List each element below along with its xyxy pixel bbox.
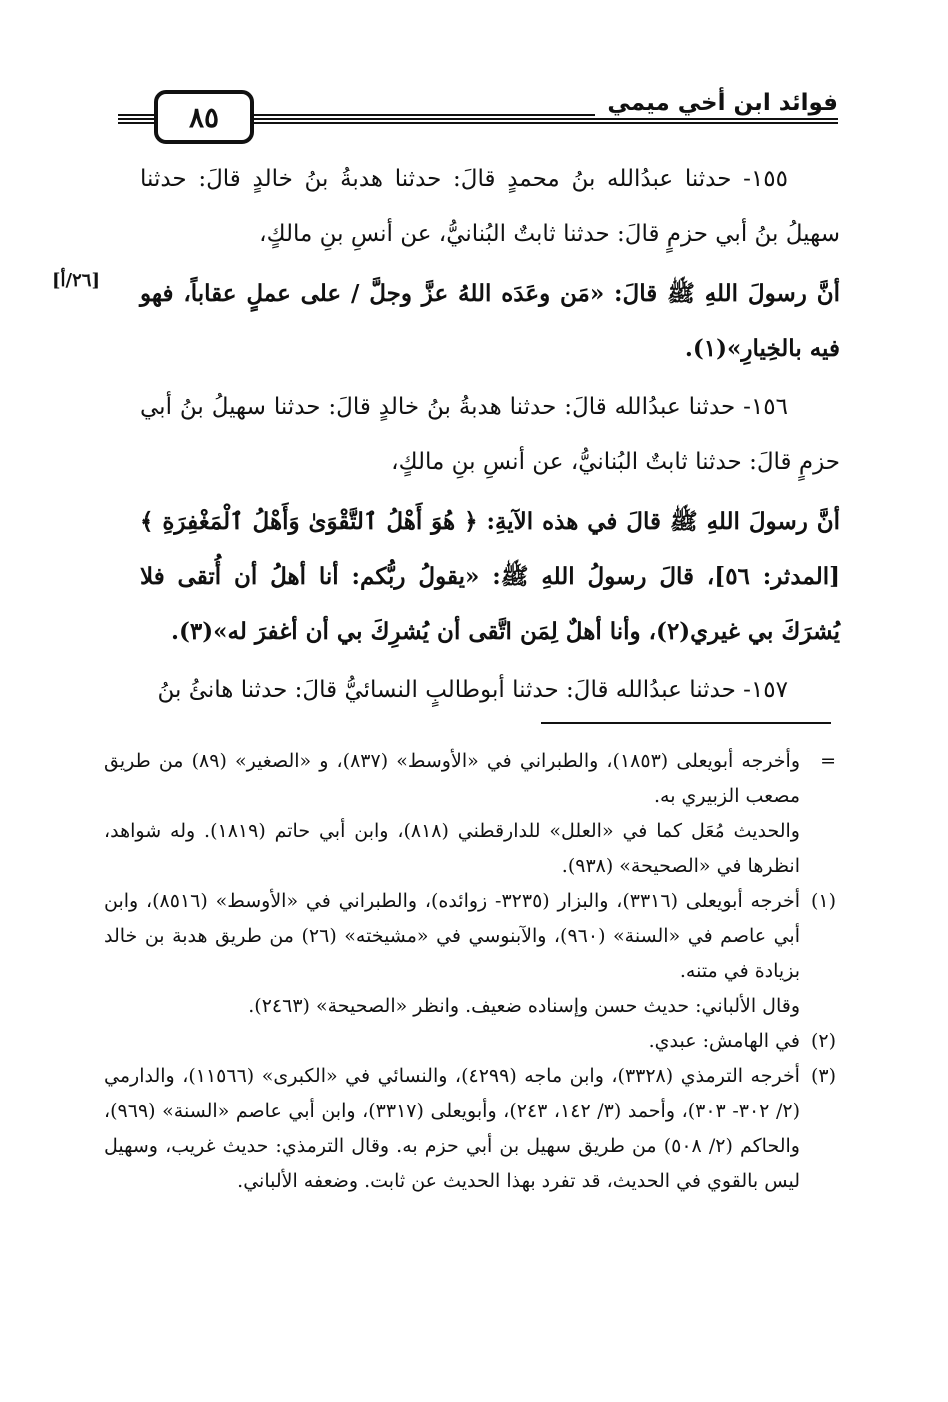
footnote-continued (104, 744, 836, 814)
footnote-text: والحديث مُعَل كما في «العلل» للدارقطني (٨١٨)، وابن أبي حاتم (١٨١٩). وله شواهد، انظرها في «الصحيحة» (٩٣٨). (104, 820, 800, 877)
main-text (140, 152, 840, 722)
hadith-155-matn: أنَّ رسولَ اللهِ ﷺ قالَ: «مَن وعَدَه اللهُ عزَّ وجلَّ / على عملٍ عقاباً، فهو فيه بالخِيارِ»(١). (140, 280, 840, 362)
footnote-2 (104, 1024, 836, 1059)
page-header (118, 88, 838, 132)
hadith-155-isnad: ١٥٥- حدثنا عبدُالله بنُ محمدٍ قالَ: حدثنا هدبةُ بنُ خالدٍ قالَ: حدثنا سهيلُ بنُ أبي حزمٍ قالَ: حدثنا ثابتٌ البُنانيُّ، عن أنسِ بنِ مالكٍ، (140, 166, 840, 247)
footnote-marker: (٢) (810, 1030, 836, 1052)
running-title: فوائد ابن أخي ميمي (595, 88, 838, 118)
manuscript-folio-note: [٢٦/أ] (52, 270, 100, 291)
footnote-1 (104, 884, 836, 989)
hadith-156-isnad: ١٥٦- حدثنا عبدُالله قالَ: حدثنا هدبةُ بنُ خالدٍ قالَ: حدثنا سهيلُ بنُ أبي حزمٍ قالَ: حدثنا ثابتٌ البُنانيُّ، عن أنسِ بنِ مالكٍ، (140, 394, 840, 475)
page-number: ٨٥ (154, 90, 254, 144)
footnote-text: وقال الألباني: حديث حسن وإسناده ضعيف. وانظر «الصحيحة» (٢٤٦٣). (248, 995, 800, 1017)
footnote-text: أخرجه الترمذي (٣٣٢٨)، وابن ماجه (٤٢٩٩)، والنسائي في «الكبرى» (١١٥٦٦)، والدارمي (٢/ ٣٠٢- ٣٠٣)، وأحمد (٣/ ١٤٢، ٢٤٣)، وأبويعلى (٣٣١٧)، وابن أبي عاصم «السنة» (٩٦٩)، والحاكم (٢/ ٥٠٨) من طريق سهيل بن أبي حزم به. وقال الترمذي: حديث غريب، وسهيل ليس بالقوي في الحديث، قد تفرد بهذا الحديث عن ثابت. وضعفه الألباني. (104, 1065, 800, 1192)
footnote-text: في الهامش: عبدي. (648, 1030, 800, 1052)
footnote-marker: (٣) (810, 1065, 836, 1087)
footnote-marker: = (820, 750, 836, 772)
hadith-156-matn: أنَّ رسولَ اللهِ ﷺ قالَ في هذه الآيةِ: ﴿ هُوَ أَهْلُ ٱلتَّقْوَىٰ وَأَهْلُ ٱلْمَغْفِرَةِ ﴾ [المدثر: ٥٦]، قالَ رسولُ اللهِ ﷺ: «يقولُ ربُّكم: أنا أهلُ أن أُتقى فلا يُشرَكَ بي غيري(٢)، وأنا أهلٌ لِمَن اتَّقى أن يُشرِكَ بي أن أغفرَ له»(٣). (140, 508, 841, 645)
footnote-text: أخرجه أبويعلى (٣٣١٦)، والبزار (٣٢٣٥- زوائده)، والطبراني في «الأوسط» (٨٥١٦)، وابن أبي عاصم في «السنة» (٩٦٠)، والآبنوسي في «مشيخته» (٢٦) من طريق هدبة بن خالد بزيادة في متنه. (104, 890, 800, 982)
footnotes (104, 744, 836, 1199)
hadith-157-isnad: ١٥٧- حدثنا عبدُالله قالَ: حدثنا أبوطالبٍ النسائيُّ قالَ: حدثنا هانئُ بنُ (157, 677, 788, 703)
footnote-text: وأخرجه أبويعلى (١٨٥٣)، والطبراني في «الأوسط» (٨٣٧)، و «الصغير» (٨٩) من طريق مصعب الزبيري به. (104, 750, 801, 807)
footnote-3 (104, 1059, 836, 1199)
footnote-separator (541, 722, 831, 724)
footnote-marker: (١) (810, 890, 836, 912)
